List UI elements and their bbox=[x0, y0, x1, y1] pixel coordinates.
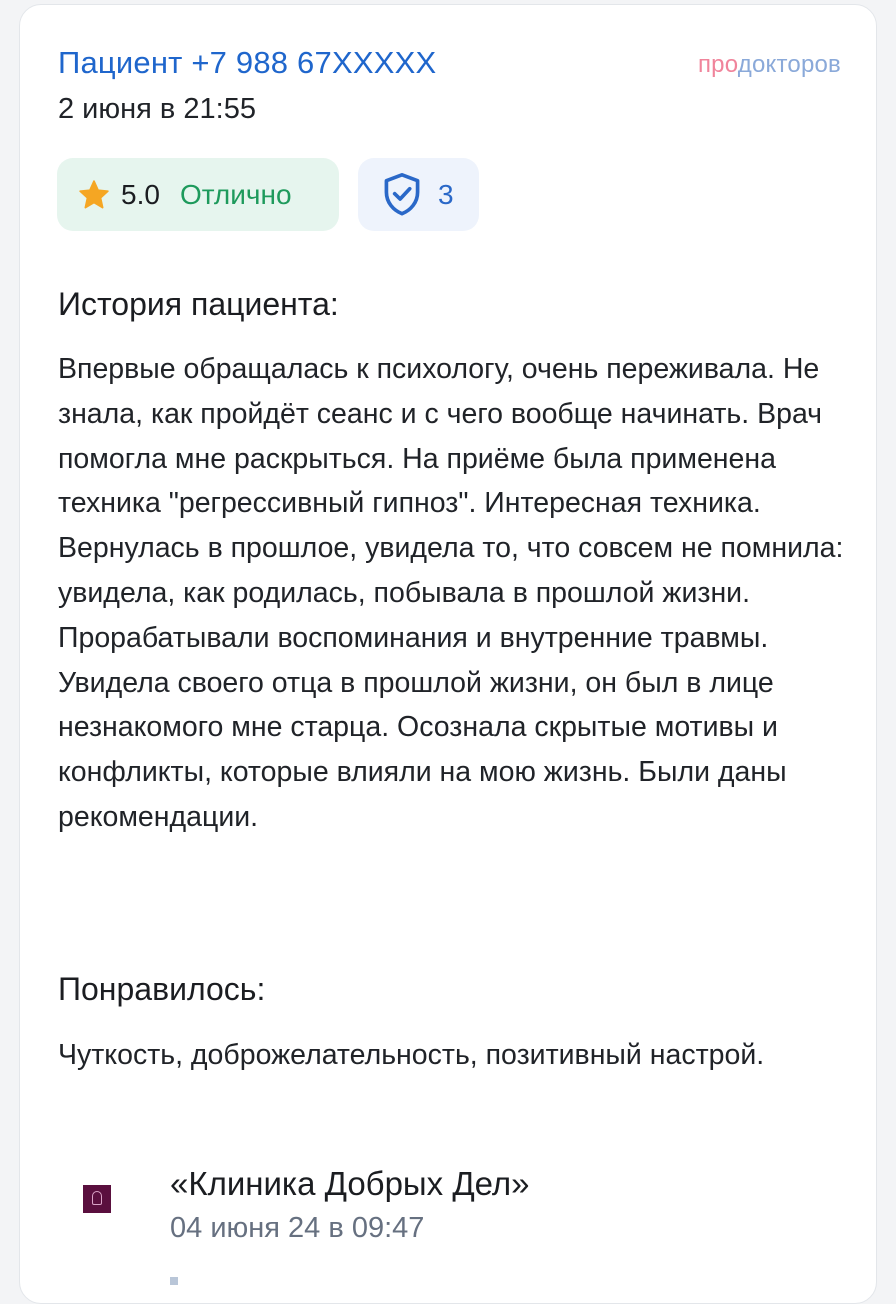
brand-logo-part-pro: про bbox=[697, 51, 738, 78]
clinic-logo-mark bbox=[92, 1191, 102, 1205]
shield-check-icon bbox=[380, 171, 424, 219]
clinic-reply-date: 04 июня 24 в 09:47 bbox=[170, 1212, 425, 1244]
rating-badge bbox=[57, 158, 339, 231]
star-icon bbox=[77, 178, 111, 212]
brand-logo-part-rest: докторов bbox=[737, 51, 841, 78]
review-author-link[interactable]: Пациент +7 988 67XXXXX bbox=[58, 45, 437, 80]
liked-text: Чуткость, доброжелательность, позитивный настрой. bbox=[58, 1039, 765, 1071]
verified-count: 3 bbox=[438, 178, 454, 210]
clinic-logo-icon[interactable] bbox=[83, 1185, 111, 1213]
liked-heading: Понравилось: bbox=[58, 971, 266, 1007]
review-card bbox=[19, 4, 877, 1304]
verified-badge[interactable] bbox=[358, 158, 479, 231]
story-heading: История пациента: bbox=[58, 286, 339, 322]
brand-logo[interactable] bbox=[698, 51, 841, 79]
clinic-name[interactable]: «Клиника Добрых Дел» bbox=[170, 1165, 530, 1202]
rating-score: 5.0 bbox=[121, 178, 160, 210]
review-date: 2 июня в 21:55 bbox=[58, 93, 256, 125]
story-text: Впервые обращалась к психологу, очень переживала. Не знала, как пройдёт сеанс и с чего вообще начинать. Врач помогла мне раскрыться. На приёме была применена техника "регрессивный гипноз". Интересная техника. Вернулась в прошлое, увидела то, что совсем не помнила: увидела, как родилась, побывала в прошлой жизни. Прорабатывали воспоминания и внутренние травмы. Увидела своего отца в прошлой жизни, он был в лице незнакомого мне старца. Осознала скрытые мотивы и конфликты, которые влияли на мою жизнь. Были даны рекомендации. bbox=[58, 353, 844, 833]
rating-verdict: Отлично bbox=[179, 178, 292, 210]
reply-divider bbox=[170, 1277, 178, 1285]
